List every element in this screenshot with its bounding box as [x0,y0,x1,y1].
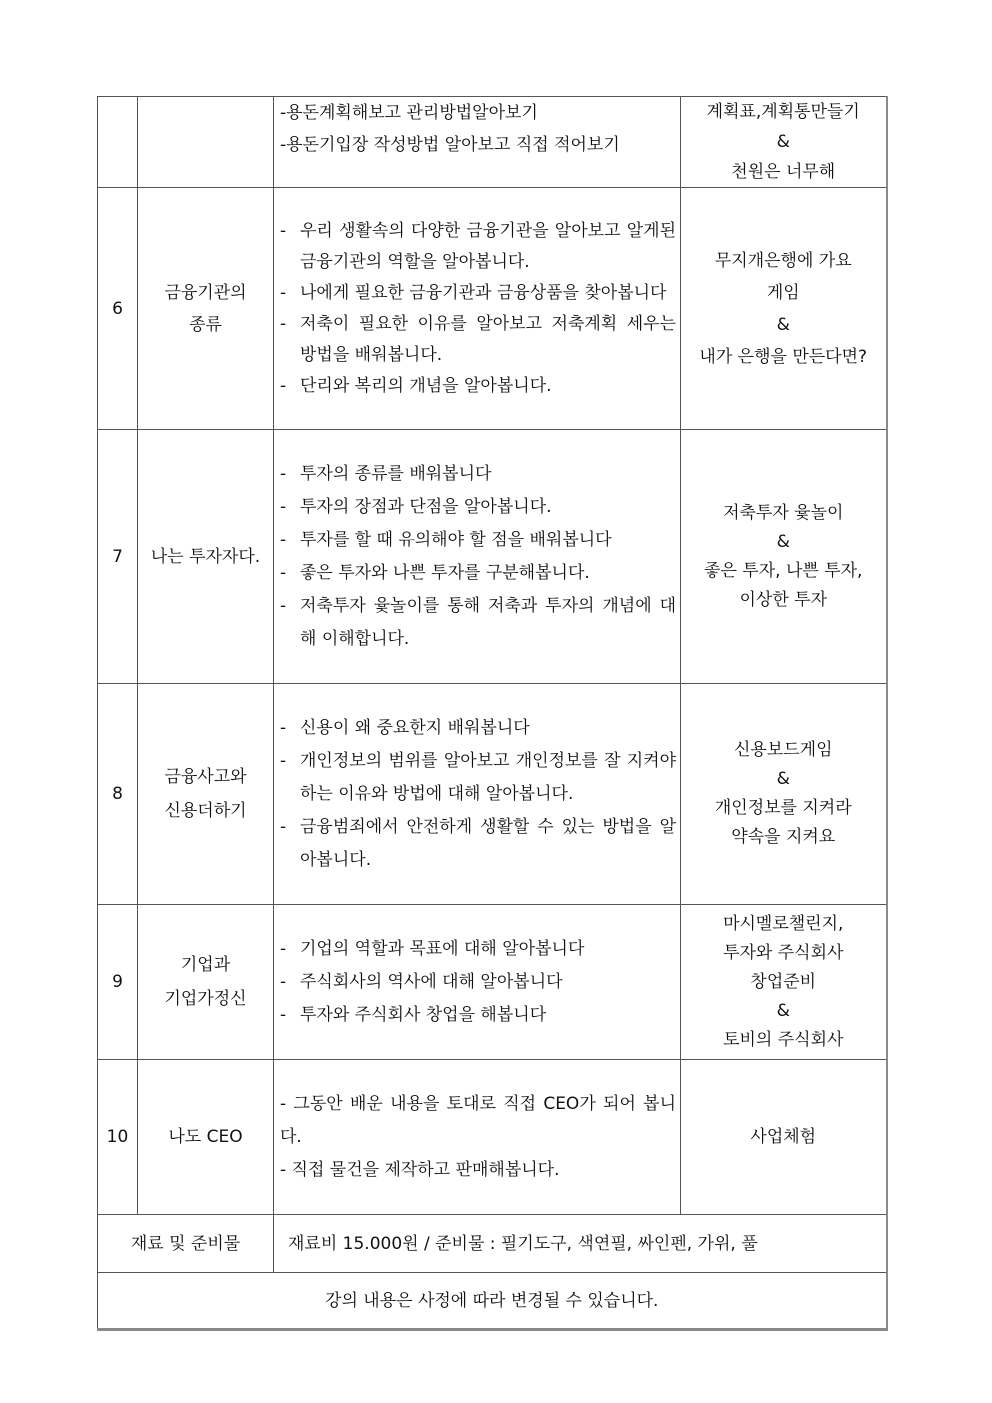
content-item: - 나에게 필요한 금융기관과 금융상품을 찾아봅니다 [280,282,667,303]
session-activity [681,905,887,1060]
session-number: 10 [98,1060,138,1215]
content-line: - 직접 물건을 제작하고 판매해봅니다. [280,1159,560,1180]
activity-line: 무지개은행에 가요 [714,250,852,271]
session-title [138,188,274,430]
notice-row [98,1273,887,1330]
session-activity [681,188,887,430]
session-title [138,905,274,1060]
session-activity [681,430,887,684]
content-item: - 투자의 종류를 배워봅니다 [280,463,492,484]
activity-line: 약속을 지켜요 [731,827,836,847]
activity-line: 투자와 주식회사 [723,942,844,963]
session-content [274,188,681,430]
session-number: 9 [98,905,138,1060]
materials-row [98,1215,887,1273]
content-line: -용돈기입장 작성방법 알아보고 직접 적어보기 [280,135,620,155]
activity-line: 계획표,계획통만들기 [706,102,860,122]
title-line: 나도 CEO [168,1127,243,1147]
title-line: 나는 투자자다. [150,546,261,567]
table-row [98,188,887,430]
content-item: - 좋은 투자와 나쁜 투자를 구분해봅니다. [280,562,590,583]
title-line: 기업가정신 [164,989,247,1009]
activity-line: 사업체험 [750,1127,817,1147]
content-item: - 투자를 할 때 유의해야 할 점을 배워봅니다 [280,529,612,550]
session-number: 6 [98,188,138,430]
content-line: - 그동안 배운 내용을 토대로 직접 CEO가 되어 봅니다. [280,1093,676,1147]
session-number: 7 [98,430,138,684]
activity-line: 내가 은행을 만든다면? [699,346,868,367]
content-item: - 저축이 필요한 이유를 알아보고 저축계획 세우는 방법을 배워봅니다. [280,313,676,365]
content-item: - 투자와 주식회사 창업을 해봅니다 [280,1004,547,1025]
activity-line: 토비의 주식회사 [723,1029,844,1050]
table-row [98,1060,887,1215]
session-title [138,684,274,905]
content-item: - 단리와 복리의 개념을 알아봅니다. [280,375,552,396]
activity-line: 천원은 너무해 [731,162,836,182]
activity-line: 게임 [766,282,800,303]
activity-line: 좋은 투자, 나쁜 투자, [704,560,863,581]
session-number: 8 [98,684,138,905]
curriculum-table [97,96,888,1331]
title-line: 종류 [189,314,222,335]
activity-line: & [776,1000,790,1021]
title-line: 금융기관의 [164,282,247,303]
content-item: - 금융범죄에서 안전하게 생활할 수 있는 방법을 알아봅니다. [280,816,676,870]
content-item: - 저축투자 윷놀이를 통해 저축과 투자의 개념에 대해 이해합니다. [280,595,676,649]
session-title [138,1060,274,1215]
session-activity [681,97,887,188]
activity-line: 이상한 투자 [739,589,827,610]
session-title [138,430,274,684]
title-line: 금융사고와 [164,767,247,787]
content-line: -용돈계획해보고 관리방법알아보기 [280,103,538,123]
session-number [98,97,138,188]
activity-line: 신용보드게임 [733,740,833,760]
session-activity [681,1060,887,1215]
notice-text: 강의 내용은 사정에 따라 변경될 수 있습니다. [98,1273,887,1330]
content-item: - 기업의 역할과 목표에 대해 알아봅니다 [280,938,585,959]
activity-line: 개인정보를 지켜라 [714,798,852,818]
content-item: - 주식회사의 역사에 대해 알아봅니다 [280,971,563,992]
materials-value: 재료비 15.000원 / 준비물 : 필기도구, 색연필, 싸인펜, 가위, 풀 [274,1215,887,1273]
title-line: 신용더하기 [164,801,247,821]
activity-line: & [776,132,790,152]
activity-line: 마시멜로챌린지, [723,913,844,934]
content-item: - 개인정보의 범위를 알아보고 개인정보를 잘 지켜야 하는 이유와 방법에 대해 알아봅니다. [280,750,676,804]
activity-line: & [776,314,790,335]
table-row [98,430,887,684]
session-activity [681,684,887,905]
activity-line: 저축투자 윷놀이 [723,502,844,523]
session-content [274,430,681,684]
activity-line: 창업준비 [750,971,817,992]
content-item: - 신용이 왜 중요한지 배워봅니다 [280,717,530,738]
title-line: 기업과 [180,955,231,975]
materials-label: 재료 및 준비물 [98,1215,274,1273]
session-title [138,97,274,188]
session-content [274,905,681,1060]
session-content [274,684,681,905]
activity-line: & [776,769,790,789]
table-row [98,905,887,1060]
table-row [98,684,887,905]
session-content [274,97,681,188]
activity-line: & [776,531,790,552]
content-item: - 우리 생활속의 다양한 금융기관을 알아보고 알게된 금융기관의 역할을 알아봅니다. [280,220,676,272]
table-row [98,97,887,188]
content-item: - 투자의 장점과 단점을 알아봅니다. [280,496,552,517]
session-content [274,1060,681,1215]
